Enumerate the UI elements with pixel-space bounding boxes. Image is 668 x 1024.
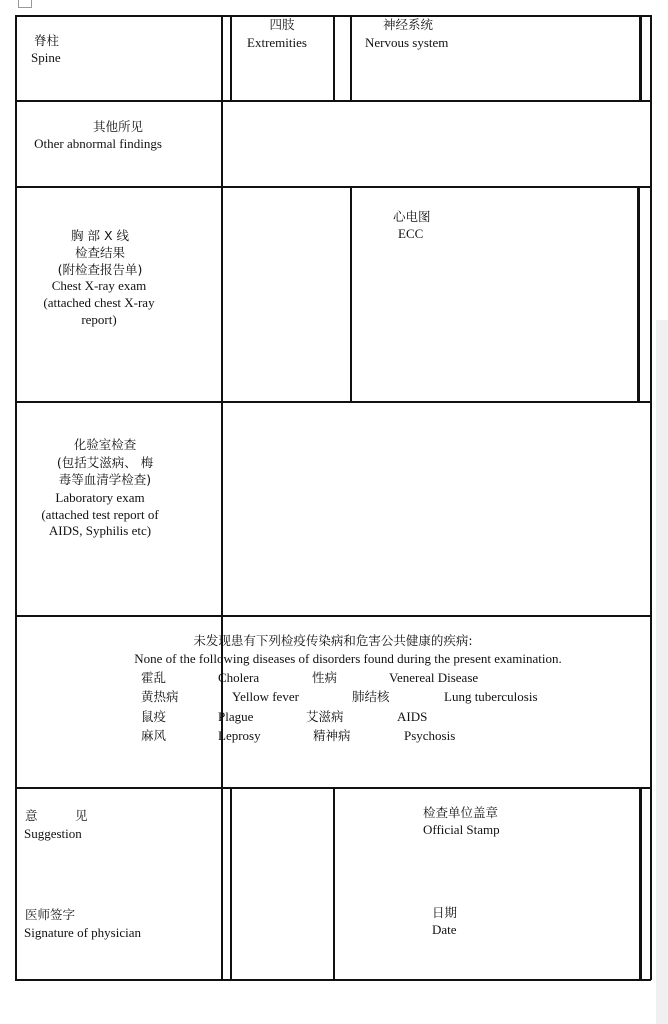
xray-en-3: report): [81, 312, 117, 327]
disease-cn: 艾滋病: [306, 709, 344, 724]
row6-right-thick: [639, 787, 642, 980]
extremities-cn: 四肢: [269, 17, 295, 32]
extremities-en: Extremities: [247, 35, 307, 50]
diseases-heading-en: None of the following diseases of disorders found during the present examination.: [134, 651, 562, 666]
xray-cn-2: 检查结果: [74, 245, 125, 260]
lab-en-1: Laboratory exam: [55, 490, 145, 505]
disease-cn: 精神病: [313, 728, 351, 743]
checkbox-fragment: [18, 0, 32, 8]
nervous-divider-a: [333, 15, 335, 101]
disease-en: Lung tuberculosis: [444, 689, 538, 704]
lab-cn-3: 毒等血清学检查): [58, 472, 152, 487]
stamp-divider: [333, 787, 335, 980]
right-margin-shade: [656, 320, 668, 1024]
date-en: Date: [432, 922, 457, 937]
suggestion-en: Suggestion: [24, 826, 82, 841]
disease-en: Plague: [218, 709, 254, 724]
lab-en-3: AIDS, Syphilis etc): [48, 523, 152, 538]
spine-cn: 脊柱: [34, 33, 60, 48]
xray-cn-3: (附检查报告单): [57, 262, 143, 277]
row3-right-thick: [637, 186, 640, 402]
physician-cn: 医师签字: [25, 907, 76, 922]
lab-en-2: (attached test report of: [41, 507, 159, 522]
disease-cn: 麻风: [141, 728, 167, 743]
row1-right-thick: [639, 15, 642, 101]
diseases-heading-cn: 未发现患有下列检疫传染病和危害公共健康的疾病:: [193, 633, 473, 648]
disease-en: Leprosy: [218, 728, 261, 743]
disease-cn: 鼠疫: [141, 709, 167, 724]
stamp-en: Official Stamp: [423, 822, 500, 837]
disease-en: Cholera: [218, 670, 260, 685]
border-right: [650, 15, 652, 980]
disease-en: AIDS: [397, 709, 428, 724]
row-divider-3: [15, 401, 651, 403]
disease-cn: 霍乱: [141, 670, 167, 685]
disease-en: Psychosis: [404, 728, 456, 743]
xray-en-1: Chest X-ray exam: [51, 278, 147, 293]
physician-en: Signature of physician: [24, 925, 141, 940]
xray-en-2: (attached chest X-ray: [43, 295, 155, 310]
nervous-divider-b: [350, 15, 352, 101]
left-col-divider: [221, 15, 223, 980]
disease-cn: 肺结核: [352, 689, 390, 704]
nervous-en: Nervous system: [365, 35, 449, 50]
row-divider-4: [15, 615, 651, 617]
disease-cn: 黄热病: [141, 689, 179, 704]
lab-cn-1: 化验室检查: [73, 437, 137, 452]
lab-cn-2: (包括艾滋病、 梅: [56, 455, 154, 470]
row-divider-2: [15, 186, 651, 188]
disease-en: Yellow fever: [232, 689, 299, 704]
xray-cn-1: 胸 部 X 线: [71, 228, 129, 243]
spine-en: Spine: [31, 50, 61, 65]
suggestion-cn: 意 见: [25, 808, 88, 823]
disease-cn: 性病: [312, 670, 338, 685]
suggestion-divider: [230, 787, 232, 980]
ecg-en: ECC: [398, 226, 424, 241]
nervous-cn: 神经系统: [383, 17, 434, 32]
ecg-divider: [350, 186, 352, 402]
disease-en: Venereal Disease: [389, 670, 479, 685]
stamp-cn: 检查单位盖章: [423, 805, 499, 820]
other-en: Other abnormal findings: [34, 136, 162, 151]
ecg-cn: 心电图: [393, 209, 431, 224]
date-cn: 日期: [432, 905, 458, 920]
other-cn: 其他所见: [92, 119, 143, 134]
